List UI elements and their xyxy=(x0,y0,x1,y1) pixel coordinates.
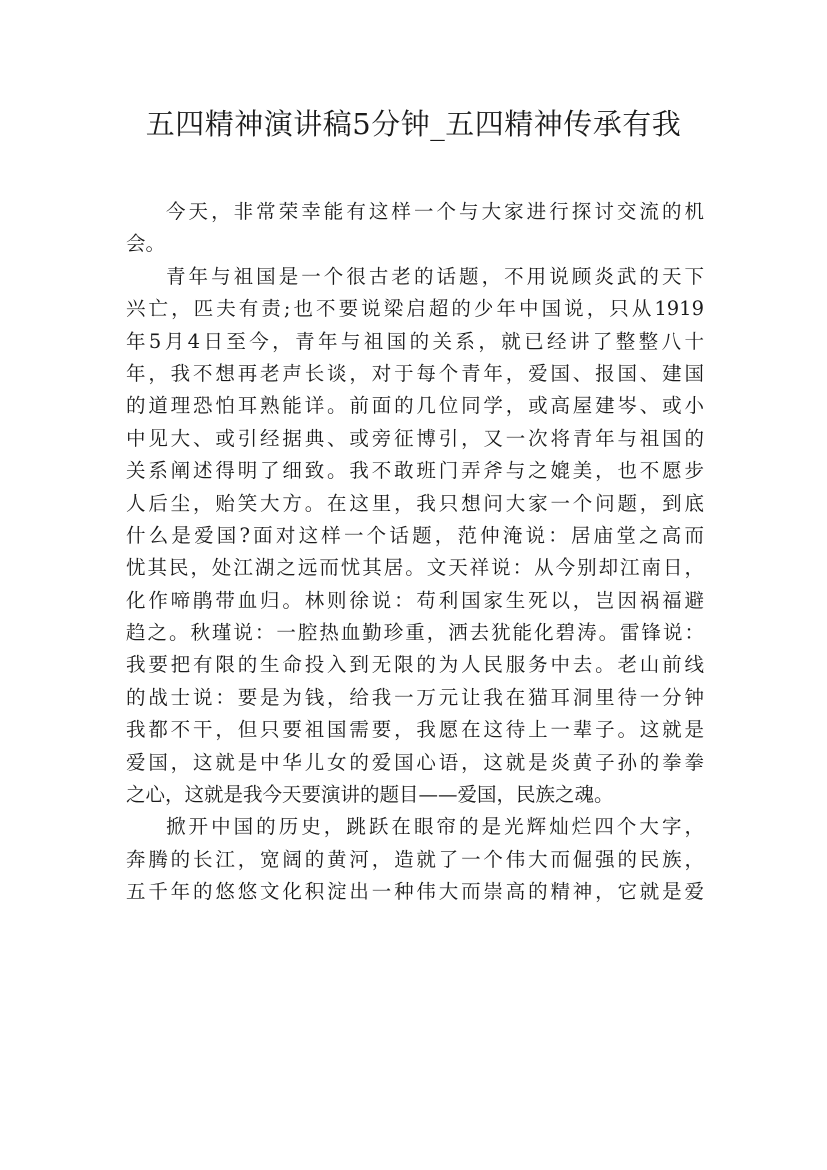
text-line: 掀开中国的历史，跳跃在眼帘的是光辉灿烂四个大字， xyxy=(166,815,704,839)
text-line: 我都不干，但只要祖国需要，我愿在这待上一辈子。这就是 xyxy=(126,718,704,742)
text-line: 的战士说：要是为钱，给我一万元让我在猫耳洞里待一分钟 xyxy=(126,685,704,709)
text-line: 今天，非常荣幸能有这样一个与大家进行探讨交流的机 xyxy=(166,200,704,223)
text-line: 忧其民，处江湖之远而忧其居。文天祥说：从今别却江南日， xyxy=(126,556,704,580)
text-line: 趋之。秋瑾说：一腔热血勤珍重，洒去犹能化碧涛。雷锋说： xyxy=(126,621,704,645)
text-line: 中见大、或引经据典、或旁征博引，又一次将青年与祖国的 xyxy=(126,426,704,450)
text-line: 我要把有限的生命投入到无限的为人民服务中去。老山前线 xyxy=(126,653,704,677)
text-line: 人后尘，贻笑大方。在这里，我只想问大家一个问题，到底 xyxy=(126,491,704,515)
text-line: 兴亡，匹夫有责;也不要说梁启超的少年中国说，只从1919 xyxy=(126,297,704,321)
text-line: 年，我不想再老声长谈，对于每个青年，爱国、报国、建国 xyxy=(126,361,704,385)
text-line: 之心，这就是我今天要演讲的题目——爱国，民族之魂。 xyxy=(126,783,614,807)
text-line: 化作啼鹃带血归。林则徐说：苟利国家生死以，岂因祸福避 xyxy=(126,588,704,612)
text-line: 关系阐述得明了细致。我不敢班门弄斧与之媲美，也不愿步 xyxy=(126,459,704,483)
text-line: 的道理恐怕耳熟能详。前面的几位同学，或高屋建岑、或小 xyxy=(126,394,704,418)
text-line: 年5月4日至今，青年与祖国的关系，就已经讲了整整八十 xyxy=(126,329,704,353)
text-line: 什么是爱国?面对这样一个话题，范仲淹说：居庙堂之高而 xyxy=(126,523,704,547)
text-line: 爱国，这就是中华儿女的爱国心语，这就是炎黄子孙的拳拳 xyxy=(126,750,704,774)
document-title: 五四精神演讲稿5分钟_五四精神传承有我 xyxy=(145,107,682,141)
text-line: 奔腾的长江，宽阔的黄河，造就了一个伟大而倔强的民族， xyxy=(126,847,704,871)
document-body xyxy=(126,196,704,909)
text-line: 会。 xyxy=(126,232,166,256)
text-line: 五千年的悠悠文化积淀出一种伟大而崇高的精神，它就是爱 xyxy=(126,880,704,904)
text-line: 青年与祖国是一个很古老的话题，不用说顾炎武的天下 xyxy=(166,264,704,288)
